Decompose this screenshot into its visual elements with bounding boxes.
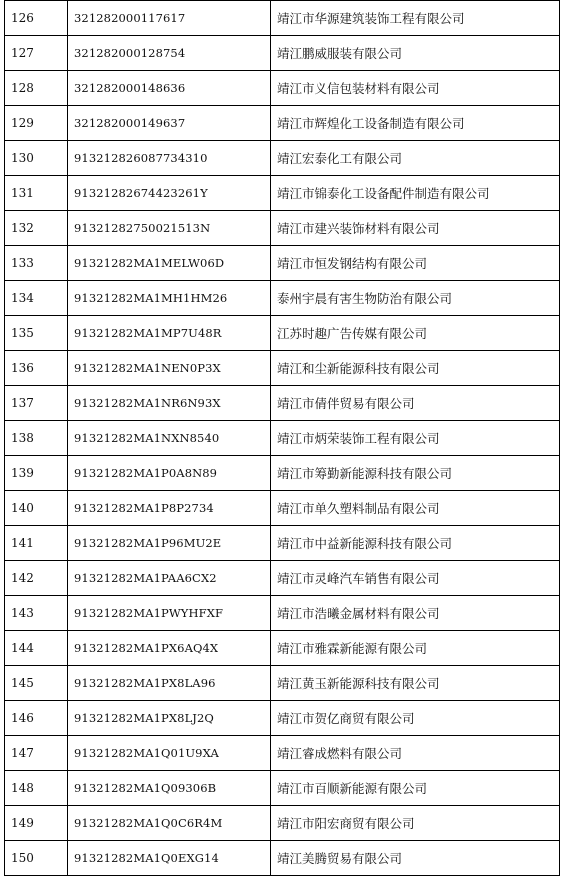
row-number-cell: 130 xyxy=(5,141,68,176)
company-name-cell: 靖江市倩伴贸易有限公司 xyxy=(271,386,560,421)
credit-code-cell: 91321282MA1NEN0P3X xyxy=(68,351,271,386)
credit-code-cell: 321282000128754 xyxy=(68,36,271,71)
credit-code-cell: 913212826087734310 xyxy=(68,141,271,176)
company-name-cell: 靖江宏泰化工有限公司 xyxy=(271,141,560,176)
credit-code-cell: 91321282MA1Q0C6R4M xyxy=(68,806,271,841)
credit-code-cell: 91321282MA1MELW06D xyxy=(68,246,271,281)
row-number-cell: 150 xyxy=(5,841,68,876)
credit-code-cell: 91321282MA1PAA6CX2 xyxy=(68,561,271,596)
table-row xyxy=(5,666,560,701)
company-name-cell: 靖江和尘新能源科技有限公司 xyxy=(271,351,560,386)
row-number-cell: 139 xyxy=(5,456,68,491)
row-number-cell: 146 xyxy=(5,701,68,736)
row-number-cell: 149 xyxy=(5,806,68,841)
credit-code-cell: 91321282MA1MP7U48R xyxy=(68,316,271,351)
credit-code-cell: 321282000149637 xyxy=(68,106,271,141)
company-name-cell: 靖江睿成燃料有限公司 xyxy=(271,736,560,771)
company-name-cell: 靖江市单久塑料制品有限公司 xyxy=(271,491,560,526)
company-name-cell: 靖江市中益新能源科技有限公司 xyxy=(271,526,560,561)
table-row xyxy=(5,316,560,351)
table-row xyxy=(5,526,560,561)
table-row xyxy=(5,246,560,281)
company-name-cell: 靖江市灵峰汽车销售有限公司 xyxy=(271,561,560,596)
credit-code-cell: 91321282MA1NR6N93X xyxy=(68,386,271,421)
credit-code-cell: 91321282MA1PWYHFXF xyxy=(68,596,271,631)
row-number-cell: 141 xyxy=(5,526,68,561)
company-name-cell: 靖江市筹勤新能源科技有限公司 xyxy=(271,456,560,491)
row-number-cell: 136 xyxy=(5,351,68,386)
table-row xyxy=(5,106,560,141)
company-name-cell: 靖江市锦泰化工设备配件制造有限公司 xyxy=(271,176,560,211)
table-row xyxy=(5,386,560,421)
row-number-cell: 128 xyxy=(5,71,68,106)
table-row xyxy=(5,421,560,456)
company-name-cell: 靖江市辉煌化工设备制造有限公司 xyxy=(271,106,560,141)
row-number-cell: 137 xyxy=(5,386,68,421)
company-table xyxy=(4,0,560,876)
table-row xyxy=(5,71,560,106)
row-number-cell: 148 xyxy=(5,771,68,806)
credit-code-cell: 91321282MA1NXN8540 xyxy=(68,421,271,456)
row-number-cell: 134 xyxy=(5,281,68,316)
credit-code-cell: 91321282MA1PX6AQ4X xyxy=(68,631,271,666)
company-name-cell: 江苏时趣广告传媒有限公司 xyxy=(271,316,560,351)
row-number-cell: 140 xyxy=(5,491,68,526)
credit-code-cell: 91321282MA1Q0EXG14 xyxy=(68,841,271,876)
table-row xyxy=(5,736,560,771)
row-number-cell: 147 xyxy=(5,736,68,771)
table-row xyxy=(5,176,560,211)
table-row xyxy=(5,281,560,316)
table-row xyxy=(5,596,560,631)
company-name-cell: 靖江美腾贸易有限公司 xyxy=(271,841,560,876)
row-number-cell: 145 xyxy=(5,666,68,701)
row-number-cell: 127 xyxy=(5,36,68,71)
company-name-cell: 靖江市恒发钢结构有限公司 xyxy=(271,246,560,281)
table-row xyxy=(5,351,560,386)
credit-code-cell: 91321282MA1PX8LA96 xyxy=(68,666,271,701)
credit-code-cell: 91321282MA1MH1HM26 xyxy=(68,281,271,316)
credit-code-cell: 91321282750021513N xyxy=(68,211,271,246)
credit-code-cell: 91321282674423261Y xyxy=(68,176,271,211)
table-row xyxy=(5,701,560,736)
company-name-cell: 靖江市华源建筑装饰工程有限公司 xyxy=(271,1,560,36)
table-row xyxy=(5,771,560,806)
table-row xyxy=(5,36,560,71)
row-number-cell: 132 xyxy=(5,211,68,246)
company-name-cell: 靖江黄玉新能源科技有限公司 xyxy=(271,666,560,701)
company-name-cell: 靖江市建兴装饰材料有限公司 xyxy=(271,211,560,246)
credit-code-cell: 91321282MA1P0A8N89 xyxy=(68,456,271,491)
table-row xyxy=(5,841,560,876)
row-number-cell: 144 xyxy=(5,631,68,666)
company-name-cell: 靖江鹏威服装有限公司 xyxy=(271,36,560,71)
table-row xyxy=(5,141,560,176)
company-name-cell: 靖江市雅霖新能源有限公司 xyxy=(271,631,560,666)
row-number-cell: 142 xyxy=(5,561,68,596)
credit-code-cell: 321282000117617 xyxy=(68,1,271,36)
table-row xyxy=(5,631,560,666)
table-row xyxy=(5,456,560,491)
credit-code-cell: 91321282MA1P8P2734 xyxy=(68,491,271,526)
table-row xyxy=(5,211,560,246)
row-number-cell: 129 xyxy=(5,106,68,141)
credit-code-cell: 91321282MA1Q01U9XA xyxy=(68,736,271,771)
company-name-cell: 靖江市炳荣装饰工程有限公司 xyxy=(271,421,560,456)
table-row xyxy=(5,1,560,36)
credit-code-cell: 91321282MA1P96MU2E xyxy=(68,526,271,561)
company-table-body xyxy=(5,1,560,876)
table-row xyxy=(5,491,560,526)
row-number-cell: 135 xyxy=(5,316,68,351)
row-number-cell: 131 xyxy=(5,176,68,211)
row-number-cell: 133 xyxy=(5,246,68,281)
company-name-cell: 靖江市贺亿商贸有限公司 xyxy=(271,701,560,736)
row-number-cell: 138 xyxy=(5,421,68,456)
company-name-cell: 泰州宇晨有害生物防治有限公司 xyxy=(271,281,560,316)
row-number-cell: 143 xyxy=(5,596,68,631)
company-name-cell: 靖江市义信包装材料有限公司 xyxy=(271,71,560,106)
company-name-cell: 靖江市阳宏商贸有限公司 xyxy=(271,806,560,841)
company-name-cell: 靖江市百顺新能源有限公司 xyxy=(271,771,560,806)
company-name-cell: 靖江市浩曦金属材料有限公司 xyxy=(271,596,560,631)
table-row xyxy=(5,561,560,596)
table-row xyxy=(5,806,560,841)
credit-code-cell: 321282000148636 xyxy=(68,71,271,106)
row-number-cell: 126 xyxy=(5,1,68,36)
credit-code-cell: 91321282MA1PX8LJ2Q xyxy=(68,701,271,736)
credit-code-cell: 91321282MA1Q09306B xyxy=(68,771,271,806)
